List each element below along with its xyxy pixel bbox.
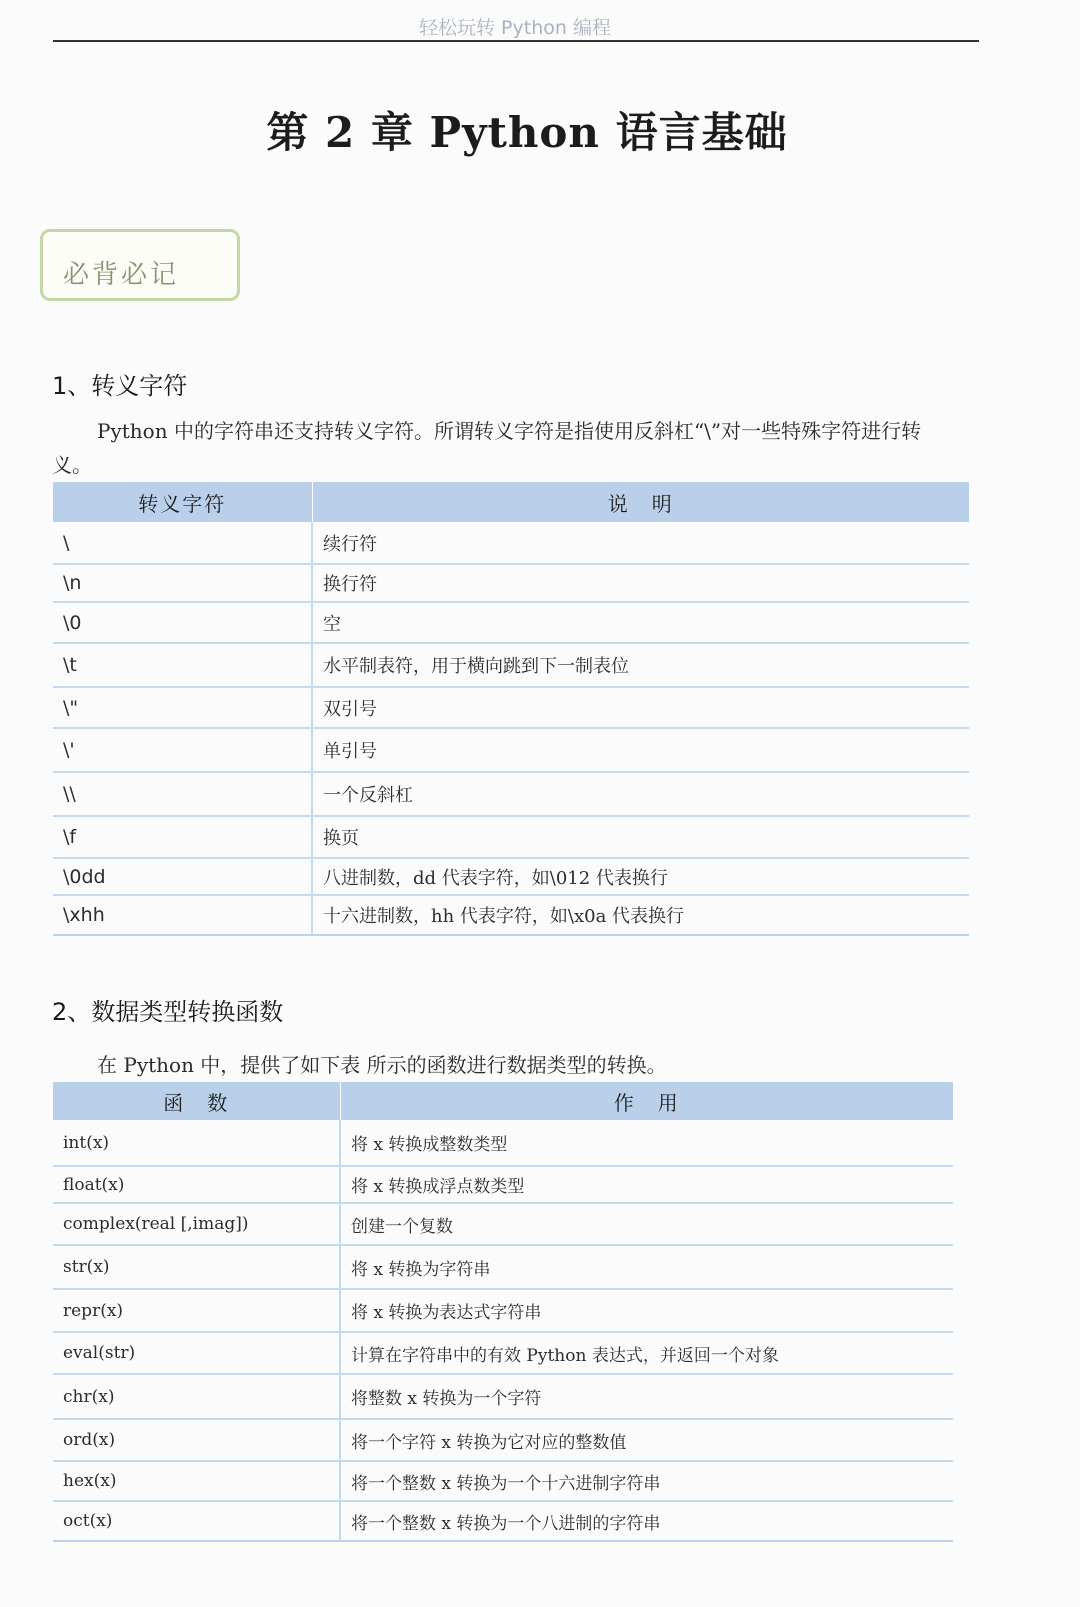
function-name: float(x) [53, 1166, 340, 1203]
escape-code: \0dd [53, 858, 312, 895]
escape-code: \t [53, 643, 312, 687]
function-name: repr(x) [53, 1289, 340, 1332]
escape-description: 续行符 [312, 522, 969, 564]
function-purpose: 将 x 转换成浮点数类型 [340, 1166, 953, 1203]
memo-label: 必背必记 [63, 260, 180, 290]
escape-code: \f [53, 816, 312, 858]
escape-description: 换行符 [312, 564, 969, 602]
escape-table [53, 482, 969, 936]
function-purpose: 将一个整数 x 转换为一个八进制的字符串 [340, 1501, 953, 1541]
function-purpose: 计算在字符串中的有效 Python 表达式，并返回一个对象 [340, 1332, 953, 1374]
function-purpose: 将 x 转换成整数类型 [340, 1120, 953, 1166]
escape-code: \' [53, 728, 312, 772]
column-header: 说 明 [312, 482, 969, 522]
function-name: str(x) [53, 1245, 340, 1289]
escape-description: 十六进制数，hh 代表字符，如\x0a 代表换行 [312, 895, 969, 935]
function-name: oct(x) [53, 1501, 340, 1541]
conversion-intro-paragraph: 在 Python 中，提供了如下表 所示的函数进行数据类型的转换。 [97, 1053, 667, 1077]
escape-code: \n [53, 564, 312, 602]
function-name: chr(x) [53, 1374, 340, 1419]
escape-code: \ [53, 522, 312, 564]
column-header: 作 用 [340, 1082, 953, 1120]
escape-description: 单引号 [312, 728, 969, 772]
function-purpose: 将整数 x 转换为一个字符 [340, 1374, 953, 1419]
column-header: 函 数 [53, 1082, 340, 1120]
column-header: 转义字符 [53, 482, 312, 522]
function-name: eval(str) [53, 1332, 340, 1374]
memo-box [40, 229, 240, 301]
conversion-table [53, 1082, 953, 1542]
section-heading-escape: 1、转义字符 [52, 372, 188, 400]
function-name: hex(x) [53, 1461, 340, 1501]
header-rule [53, 40, 979, 42]
escape-description: 空 [312, 602, 969, 643]
escape-description: 一个反斜杠 [312, 772, 969, 816]
escape-code: \\ [53, 772, 312, 816]
function-name: int(x) [53, 1120, 340, 1166]
escape-description: 双引号 [312, 687, 969, 728]
escape-description: 换页 [312, 816, 969, 858]
function-name: ord(x) [53, 1419, 340, 1461]
function-name: complex(real [,imag]) [53, 1203, 340, 1245]
escape-intro-paragraph: Python 中的字符串还支持转义字符。所谓转义字符是指使用反斜杠“\”对一些特殊字符进行转义。 [52, 419, 922, 477]
function-purpose: 将 x 转换为字符串 [340, 1245, 953, 1289]
escape-code: \0 [53, 602, 312, 643]
function-purpose: 创建一个复数 [340, 1203, 953, 1245]
escape-code: \" [53, 687, 312, 728]
chapter-title: 第 2 章 Python 语言基础 [266, 108, 788, 157]
section-heading-conversion: 2、数据类型转换函数 [52, 998, 284, 1026]
escape-description: 水平制表符，用于横向跳到下一制表位 [312, 643, 969, 687]
escape-description: 八进制数，dd 代表字符，如\012 代表换行 [312, 858, 969, 895]
function-purpose: 将一个整数 x 转换为一个十六进制字符串 [340, 1461, 953, 1501]
escape-code: \xhh [53, 895, 312, 935]
running-head: 轻松玩转 Python 编程 [419, 17, 611, 39]
function-purpose: 将一个字符 x 转换为它对应的整数值 [340, 1419, 953, 1461]
function-purpose: 将 x 转换为表达式字符串 [340, 1289, 953, 1332]
